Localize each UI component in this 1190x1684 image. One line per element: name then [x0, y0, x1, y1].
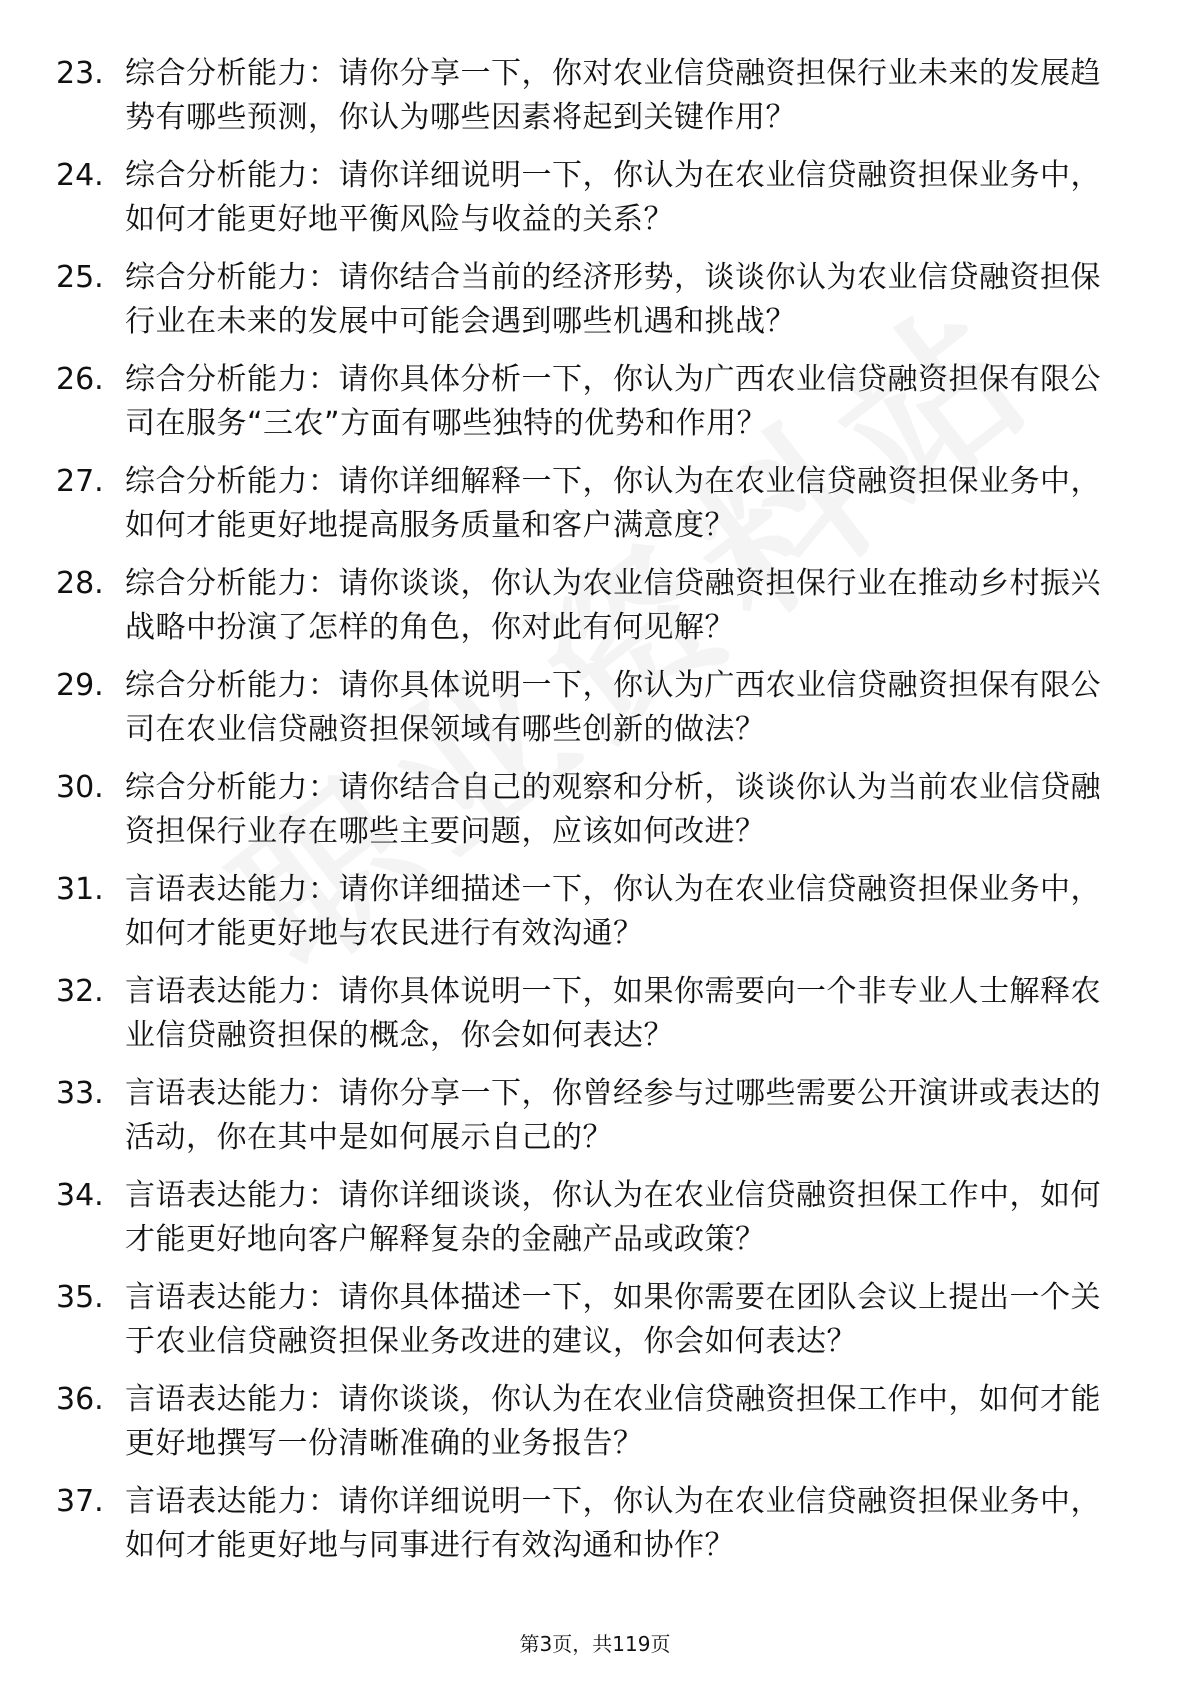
question-number: 25. — [56, 260, 104, 295]
question-number: 31. — [56, 872, 104, 907]
question-text: 综合分析能力：请你谈谈，你认为农业信贷融资担保行业在推动乡村振兴战略中扮演了怎样的角色，你对此有何见解？ — [125, 566, 1101, 645]
question-item — [56, 154, 1116, 256]
question-item — [56, 256, 1116, 358]
question-number: 23. — [56, 56, 104, 91]
question-item — [56, 664, 1116, 766]
question-number: 29. — [56, 668, 104, 703]
question-number: 32. — [56, 974, 104, 1009]
question-number: 35. — [56, 1280, 104, 1315]
question-number: 28. — [56, 566, 104, 601]
question-text: 言语表达能力：请你详细谈谈，你认为在农业信贷融资担保工作中，如何才能更好地向客户解释复杂的金融产品或政策？ — [125, 1178, 1101, 1257]
question-list — [56, 52, 1116, 1582]
question-text: 言语表达能力：请你具体说明一下，如果你需要向一个非专业人士解释农业信贷融资担保的概念，你会如何表达？ — [125, 974, 1101, 1053]
question-number: 33. — [56, 1076, 104, 1111]
question-text: 言语表达能力：请你详细说明一下，你认为在农业信贷融资担保业务中，如何才能更好地与同事进行有效沟通和协作？ — [125, 1484, 1101, 1563]
question-number: 36. — [56, 1382, 104, 1417]
question-number: 34. — [56, 1178, 104, 1213]
question-item — [56, 868, 1116, 970]
question-text: 言语表达能力：请你详细描述一下，你认为在农业信贷融资担保业务中，如何才能更好地与农民进行有效沟通？ — [125, 872, 1101, 951]
question-text: 言语表达能力：请你分享一下，你曾经参与过哪些需要公开演讲或表达的活动，你在其中是如何展示自己的？ — [125, 1076, 1101, 1155]
question-item — [56, 1072, 1116, 1174]
question-text: 言语表达能力：请你具体描述一下，如果你需要在团队会议上提出一个关于农业信贷融资担保业务改进的建议，你会如何表达？ — [125, 1280, 1101, 1359]
page-number-footer: 第3页，共119页 — [519, 1632, 671, 1656]
question-item — [56, 52, 1116, 154]
question-item — [56, 1480, 1116, 1582]
question-number: 37. — [56, 1484, 104, 1519]
question-item — [56, 1174, 1116, 1276]
question-item — [56, 1276, 1116, 1378]
question-text: 言语表达能力：请你谈谈，你认为在农业信贷融资担保工作中，如何才能更好地撰写一份清晰准确的业务报告？ — [125, 1382, 1101, 1461]
question-text: 综合分析能力：请你详细说明一下，你认为在农业信贷融资担保业务中，如何才能更好地平衡风险与收益的关系？ — [125, 158, 1101, 237]
question-item — [56, 358, 1116, 460]
question-item — [56, 970, 1116, 1072]
question-item — [56, 562, 1116, 664]
question-number: 27. — [56, 464, 104, 499]
question-number: 30. — [56, 770, 104, 805]
question-text: 综合分析能力：请你结合当前的经济形势，谈谈你认为农业信贷融资担保行业在未来的发展中可能会遇到哪些机遇和挑战？ — [125, 260, 1101, 339]
question-item — [56, 766, 1116, 868]
question-number: 24. — [56, 158, 104, 193]
question-text: 综合分析能力：请你结合自己的观察和分析，谈谈你认为当前农业信贷融资担保行业存在哪些主要问题，应该如何改进？ — [125, 770, 1101, 849]
question-text: 综合分析能力：请你分享一下，你对农业信贷融资担保行业未来的发展趋势有哪些预测，你认为哪些因素将起到关键作用？ — [125, 56, 1101, 135]
question-item — [56, 1378, 1116, 1480]
question-text: 综合分析能力：请你具体说明一下，你认为广西农业信贷融资担保有限公司在农业信贷融资担保领域有哪些创新的做法？ — [125, 668, 1101, 747]
question-text: 综合分析能力：请你具体分析一下，你认为广西农业信贷融资担保有限公司在服务“三农”方面有哪些独特的优势和作用？ — [125, 362, 1101, 441]
question-item — [56, 460, 1116, 562]
question-number: 26. — [56, 362, 104, 397]
question-text: 综合分析能力：请你详细解释一下，你认为在农业信贷融资担保业务中，如何才能更好地提高服务质量和客户满意度？ — [125, 464, 1101, 543]
